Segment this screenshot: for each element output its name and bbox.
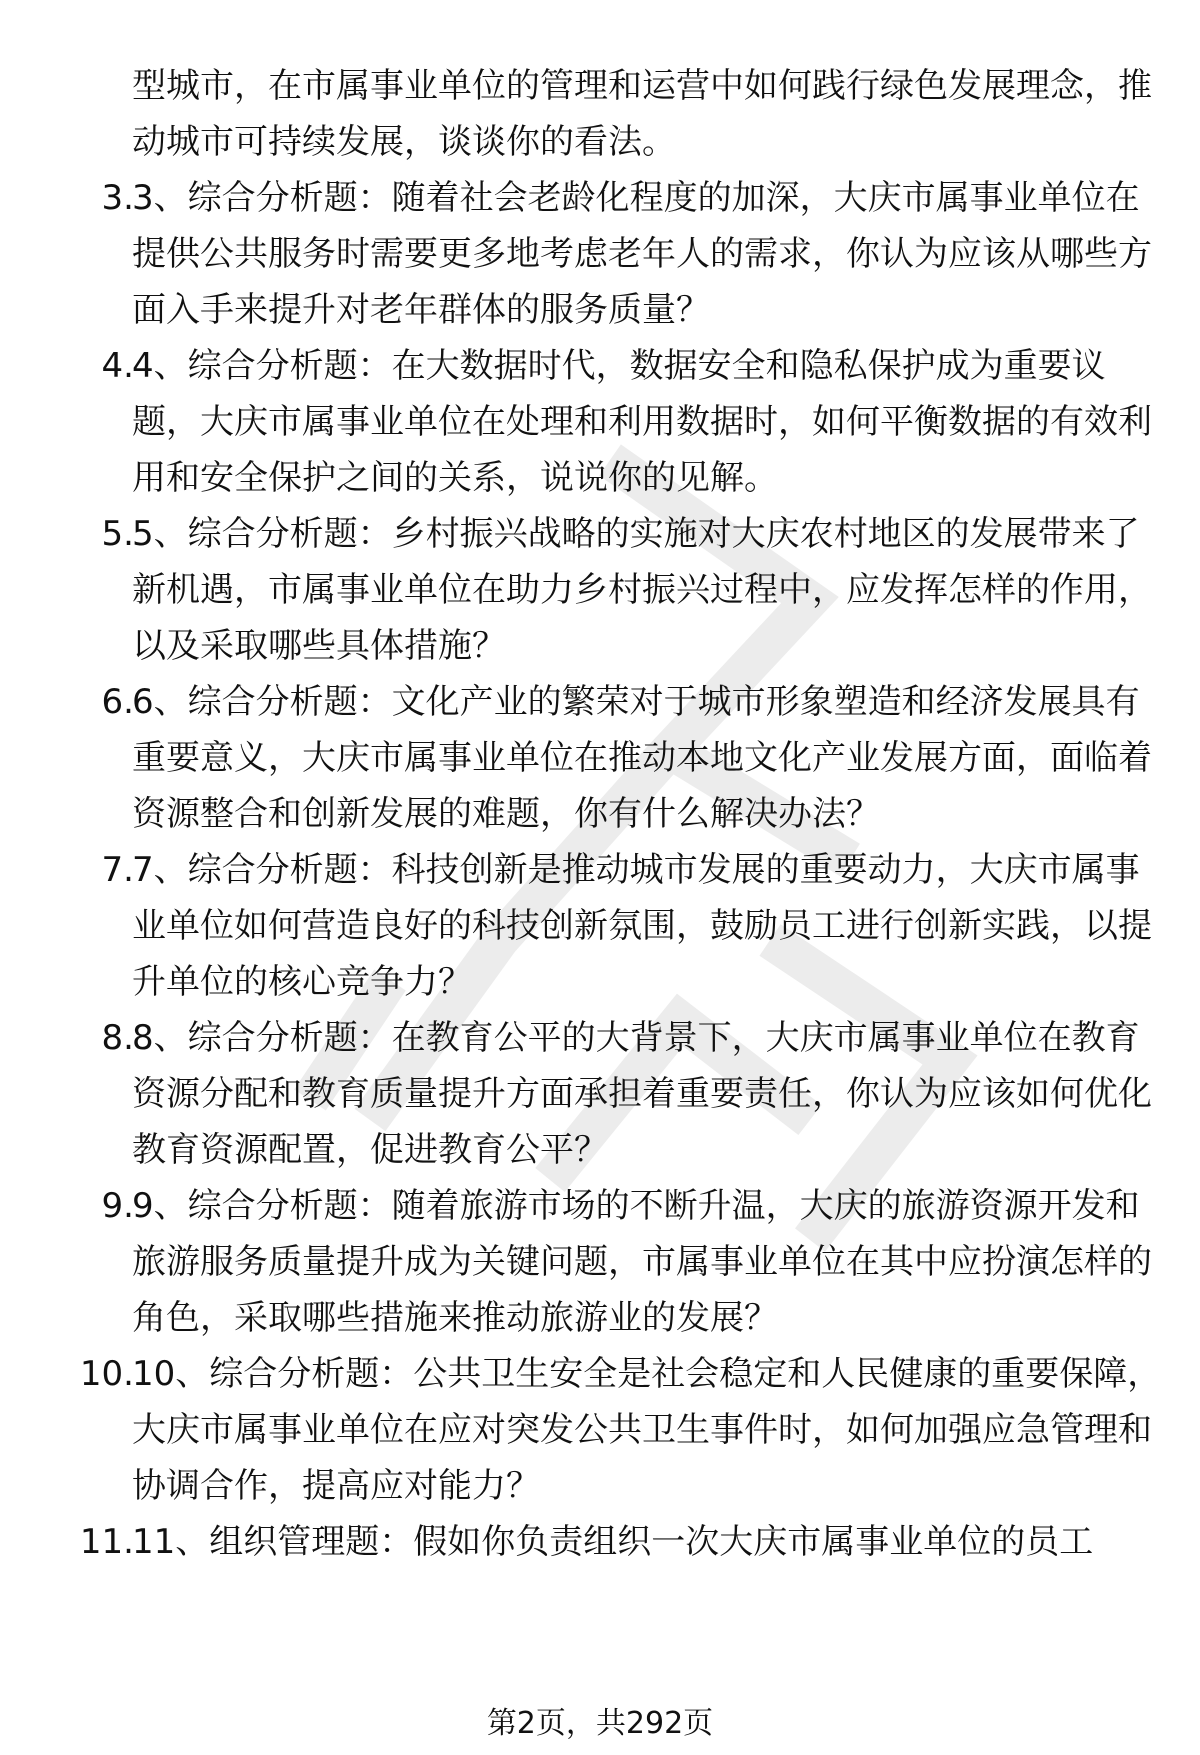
item-number: 3. — [101, 178, 134, 218]
question-text: 8、综合分析题：在教育公平的大背景下，大庆市属事业单位在教育资源分配和教育质量提升方面承担着重要责任，你认为应该如何优化教育资源配置，促进教育公平？ — [132, 1018, 1152, 1170]
item-number: 6. — [101, 682, 134, 722]
item-number: 11. — [79, 1522, 134, 1562]
item-number: 8. — [101, 1018, 134, 1058]
item-number: 9. — [101, 1186, 134, 1226]
item-number: 10. — [79, 1354, 134, 1394]
question-text: 11、组织管理题：假如你负责组织一次大庆市属事业单位的员工 — [132, 1522, 1094, 1562]
question-text: 6、综合分析题：文化产业的繁荣对于城市形象塑造和经济发展具有重要意义，大庆市属事业单位在推动本地文化产业发展方面，面临着资源整合和创新发展的难题，你有什么解决办法？ — [132, 682, 1152, 834]
item-number: 4. — [101, 346, 134, 386]
question-text: 5、综合分析题：乡村振兴战略的实施对大庆农村地区的发展带来了新机遇，市属事业单位在助力乡村振兴过程中，应发挥怎样的作用，以及采取哪些具体措施？ — [132, 514, 1152, 666]
question-text: 7、综合分析题：科技创新是推动城市发展的重要动力，大庆市属事业单位如何营造良好的科技创新氛围，鼓励员工进行创新实践，以提升单位的核心竞争力？ — [132, 850, 1152, 1002]
question-text: 4、综合分析题：在大数据时代，数据安全和隐私保护成为重要议题，大庆市属事业单位在处理和利用数据时，如何平衡数据的有效利用和安全保护之间的关系，说说你的见解。 — [132, 346, 1152, 498]
question-text: 9、综合分析题：随着旅游市场的不断升温，大庆的旅游资源开发和旅游服务质量提升成为关键问题，市属事业单位在其中应扮演怎样的角色，采取哪些措施来推动旅游业的发展？ — [132, 1186, 1152, 1338]
item-number: 7. — [101, 850, 134, 890]
item-number: 5. — [101, 514, 134, 554]
continuation-text: 型城市，在市属事业单位的管理和运营中如何践行绿色发展理念，推动城市可持续发展，谈谈你的看法。 — [132, 66, 1152, 162]
page-footer: 第2页，共292页 — [486, 1706, 714, 1741]
question-text: 3、综合分析题：随着社会老龄化程度的加深，大庆市属事业单位在提供公共服务时需要更多地考虑老年人的需求，你认为应该从哪些方面入手来提升对老年群体的服务质量？ — [132, 178, 1152, 330]
question-text: 10、综合分析题：公共卫生安全是社会稳定和人民健康的重要保障，大庆市属事业单位在应对突发公共卫生事件时，如何加强应急管理和协调合作，提高应对能力？ — [132, 1354, 1162, 1506]
